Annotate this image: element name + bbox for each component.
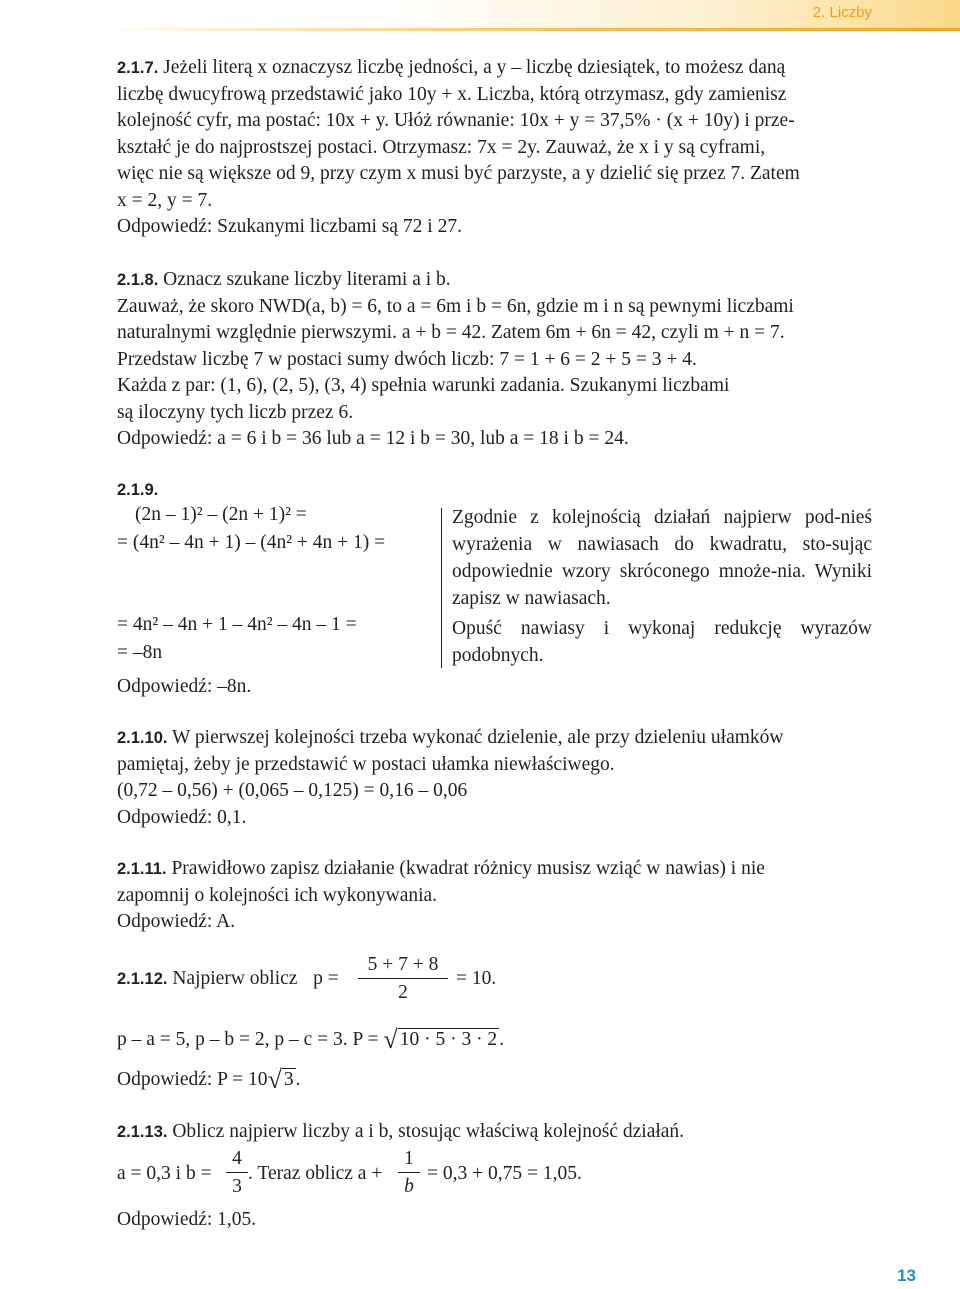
- exercise-2-1-7: [117, 55, 872, 241]
- denominator: 2: [358, 978, 448, 1004]
- page-number: 13: [897, 1266, 916, 1285]
- result: = 10.: [456, 968, 497, 989]
- numerator: 5 + 7 + 8: [367, 954, 439, 975]
- text-line: więc nie są większe od 9, przy czym x musi być parzyste, a y dzielić się przez 7. Zatem: [117, 163, 800, 184]
- explanation-note: Opuść nawiasy i wykonaj redukcję wyrazów podobnych.: [452, 618, 872, 666]
- exercise-2-1-11: [117, 856, 872, 936]
- text-line: Prawidłowo zapisz działanie (kwadrat różnicy musisz wziąć w nawias) i nie: [171, 858, 765, 879]
- text-line: Oznacz szukane liczby literami a i b.: [163, 269, 451, 290]
- text-line: . Teraz oblicz a +: [248, 1163, 383, 1184]
- text-line: W pierwszej kolejności trzeba wykonać dzielenie, ale przy dzieleniu ułamków: [172, 727, 784, 748]
- fraction: [358, 954, 448, 1004]
- text-line: x = 2, y = 7.: [117, 189, 213, 211]
- equation-line: = 4n² – 4n + 1 – 4n² – 4n – 1 =: [117, 614, 357, 635]
- sqrt-content: 10 · 5 · 3 · 2: [399, 1029, 498, 1050]
- equation-line: = –8n: [117, 642, 163, 663]
- text-line: Oblicz najpierw liczby a i b, stosując właściwą kolejność działań.: [172, 1121, 685, 1142]
- exercise-number: 2.1.9.: [117, 481, 159, 499]
- text-line: liczbę dwucyfrową przedstawić jako 10y + x. Liczba, którą otrzymasz, gdy zamienisz: [117, 83, 787, 105]
- text-line: Jeżeli literą x oznaczysz liczbę jedności, a y – liczbę dziesiątek, to możesz daną: [163, 57, 786, 78]
- exercise-number: 2.1.10.: [117, 729, 168, 747]
- text-line: Najpierw oblicz: [172, 968, 298, 989]
- chapter-title: 2. Liczby: [812, 4, 872, 21]
- text-line: kolejność cyfr, ma postać: 10x + y. Ułóż równanie: 10x + y = 37,5% · (x + 10y) i prze-: [117, 110, 795, 131]
- text-line: zapomnij o kolejności ich wykonywania.: [117, 884, 438, 906]
- exercise-number: 2.1.7.: [117, 59, 159, 77]
- numerator: 4: [232, 1148, 242, 1169]
- calculation: (0,72 – 0,56) + (0,065 – 0,125) = 0,16 – 0,06: [117, 780, 468, 801]
- text-line: Każda z par: (1, 6), (2, 5), (3, 4) spełnia warunki zadania. Szukanymi liczbami: [117, 375, 730, 396]
- answer: Odpowiedź: 0,1.: [117, 806, 247, 828]
- exercise-number: 2.1.12.: [117, 970, 168, 988]
- fraction: [398, 1148, 420, 1198]
- answer-end: .: [295, 1069, 301, 1090]
- denominator: 3: [226, 1172, 248, 1198]
- denominator: b: [398, 1172, 420, 1198]
- text-line: Przedstaw liczbę 7 w postaci sumy dwóch liczb: 7 = 1 + 6 = 2 + 5 = 3 + 4.: [117, 348, 697, 370]
- exercise-number: 2.1.11.: [117, 860, 167, 878]
- sqrt-icon: √: [267, 1065, 282, 1094]
- text-line: Zauważ, że skoro NWD(a, b) = 6, to a = 6m i b = 6n, gdzie m i n są pewnymi liczbami: [117, 295, 794, 317]
- text-line: p – a = 5, p – b = 2, p – c = 3. P =: [117, 1029, 379, 1050]
- equation-line: = (4n² – 4n + 1) – (4n² + 4n + 1) =: [117, 532, 386, 553]
- exercise-2-1-13-intro: [117, 1121, 684, 1143]
- answer-text: Odpowiedź: P = 10: [117, 1069, 268, 1090]
- equation-line: (2n – 1)² – (2n + 1)² =: [135, 504, 307, 525]
- exercise-2-1-8: [117, 267, 872, 453]
- exercise-2-1-10: [117, 725, 872, 831]
- p-equals: p =: [313, 968, 339, 989]
- column-divider: [441, 508, 442, 668]
- answer: Odpowiedź: a = 6 i b = 36 lub a = 12 i b = 30, lub a = 18 i b = 24.: [117, 428, 629, 449]
- numerator: 1: [404, 1148, 414, 1169]
- exercise-2-1-9-number: [117, 479, 158, 501]
- exercise-number: 2.1.8.: [117, 271, 159, 289]
- answer: [117, 1065, 300, 1095]
- explanation-note: Zgodnie z kolejnością działań najpierw pod-nieś wyrażenia w nawiasach do kwadratu, sto-sując odpowiednie wzory skróconego mnoże-nia. Wyniki zapisz w nawiasach.: [452, 507, 872, 609]
- header-rule: [0, 28, 960, 31]
- text-line: są iloczyny tych liczb przez 6.: [117, 401, 354, 423]
- answer: Odpowiedź: –8n.: [117, 676, 252, 697]
- exercise-number: 2.1.13.: [117, 1123, 168, 1141]
- text-line: = 0,3 + 0,75 = 1,05.: [427, 1163, 582, 1184]
- square-root: [383, 1025, 499, 1055]
- sqrt-content: 3: [283, 1069, 294, 1090]
- text-line: kształć je do najprostszej postaci. Otrzymasz: 7x = 2y. Zauważ, że x i y są cyframi,: [117, 136, 766, 158]
- text-line: naturalnymi względnie pierwszymi. a + b = 42. Zatem 6m + 6n = 42, czyli m + n = 7.: [117, 322, 785, 343]
- sqrt-icon: √: [383, 1025, 398, 1054]
- text-line: pamiętaj, żeby je przedstawić w postaci ułamka niewłaściwego.: [117, 753, 615, 775]
- answer: Odpowiedź: A.: [117, 911, 236, 932]
- fraction: [226, 1148, 248, 1198]
- page-header: [0, 0, 960, 36]
- answer: Odpowiedź: Szukanymi liczbami są 72 i 27.: [117, 216, 462, 237]
- answer: Odpowiedź: 1,05.: [117, 1209, 257, 1230]
- square-root: [268, 1065, 296, 1095]
- heron-line: p – a = 5, p – b = 2, p – c = 3. P = √ 10 · 5 · 3 · 2 .: [117, 1025, 505, 1054]
- text-line: a = 0,3 i b =: [117, 1163, 212, 1184]
- exercise-2-1-12-intro: [117, 968, 339, 990]
